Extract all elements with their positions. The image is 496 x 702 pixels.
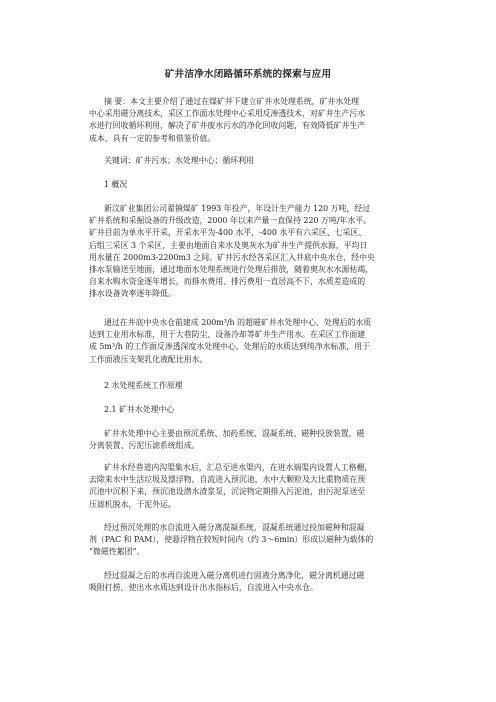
paragraph-line: 新汶矿业集团公司翟镇煤矿 1993 年投产，年设计生产能力 120 万吨，经过 — [104, 204, 371, 213]
paragraph-line: 通过在井底中央水仓前建成 200m³/h 的超磁矿井水处理中心，处理后的水质 — [104, 318, 372, 327]
paragraph-line: 后组三采区 3 个采区，主要由地面自来水及奥灰水为矿井生产提供水源，平均日 — [89, 240, 368, 250]
paragraph-line: 经过混凝之后的水再自流进入磁分离机进行固液分离净化，磁分离机通过磁 — [104, 571, 365, 580]
paragraph-line: 工作面液压支架乳化液配比用水。 — [89, 354, 208, 364]
paragraph-overview — [89, 203, 407, 301]
paragraph-line: 沉池中沉积下来，预沉池设潜水渣浆泵，沉淀物定期排入污泥池，由污泥泵送至 — [89, 487, 366, 497]
paragraph-components — [89, 428, 407, 452]
paragraph-line: 分离装置、污泥压滤系统组成。 — [89, 441, 200, 451]
paragraph-line: “微磁性絮团”。 — [89, 547, 145, 557]
paragraph-line: 矿井系统和采掘设备的升级改造，2000 年以来产量一直保持 220 万吨/年水平。 — [89, 216, 372, 226]
paragraph-coagulation — [89, 522, 407, 559]
paragraph-line: 自来水购水资金逐年增长，而排水费用、排污费用一直居高不下，水质差造成的 — [89, 277, 366, 287]
paragraph-line: 达到工业用水标准，用于大巷防尘、设备冷却等矿井生产用水。在采区工作面建 — [89, 330, 366, 340]
paragraph-treatment-center — [89, 317, 407, 366]
paragraph-line: 压滤机脱水，干泥外运。 — [89, 499, 176, 509]
paragraph-line: 成 5m³/h 的工作面反渗透深度水处理中心，处理后的水质达到纯净水标准，用于 — [89, 342, 370, 352]
section-2-1-heading: 2.1 矿井水处理中心 — [104, 405, 175, 414]
paragraph-line: 剂（PAC 和 PAM），使悬浮物在较短时间内（约 3～6min）形成以磁种为载体的 — [89, 535, 374, 545]
paragraph-line: 去除来水中生活垃圾及漂浮物，自流进入预沉池，水中大颗粒及大比重物质在预 — [89, 475, 366, 485]
paragraph-line: 排水泵输送至地面，通过地面水处理系统进行处理后排放，随着奥灰水水源枯竭， — [89, 264, 374, 274]
abstract-line: 成本，具有一定的参考和借鉴价值。 — [89, 133, 216, 143]
section-2-heading: 2 水处理系统工作原理 — [104, 381, 183, 390]
abstract-line: 摘 要：本文主要介绍了通过在煤矿井下建立矿井水处理系统，矿井水处理 — [104, 97, 360, 106]
paragraph-line: 矿井目前为单水平开采，开采水平为-400 水平，-400 水平有六采区、七采区、 — [89, 228, 367, 238]
paragraph-magnetic-separation — [89, 570, 407, 594]
paragraph-line: 排水设备效率逐年降低。 — [89, 289, 176, 299]
paragraph-line: 吸附打捞，使出水水质达到设计出水指标后，自流进入中央水仓。 — [89, 583, 318, 593]
paper-title: 矿井洁净水闭路循环系统的探索与应用 — [164, 69, 332, 80]
abstract — [89, 96, 407, 145]
keywords — [89, 155, 407, 167]
keywords-line: 关键词：矿井污水；水处理中心；循环利用 — [104, 156, 254, 165]
section-1-heading: 1 概况 — [104, 180, 128, 189]
paragraph-pre-sedimentation — [89, 462, 407, 511]
paragraph-line: 用水量在 2000m3-2200m3 之间。矿井污水经各采区汇入井底中央水仓，经中央 — [89, 252, 375, 262]
abstract-line: 水进行回收循环利用，解决了矿井废水污水的净化回收问题，有效降低矿井生产 — [89, 121, 366, 131]
abstract-line: 中心采用磁分离技术，采区工作面水处理中心采用反渗透技术，对矿井生产污水 — [89, 109, 366, 119]
paragraph-line: 矿井水经巷道内沟渠集水后，汇总至进水渠内，在进水端渠内设置人工格栅， — [104, 463, 373, 472]
paragraph-line: 矿井水处理中心主要由预沉系统、加药系统、混凝系统、磁种投放装置，磁 — [104, 429, 365, 438]
paragraph-line: 经过预沉处理的水自流进入磁分离混凝系统，混凝系统通过投加磁种和混凝 — [104, 523, 365, 532]
